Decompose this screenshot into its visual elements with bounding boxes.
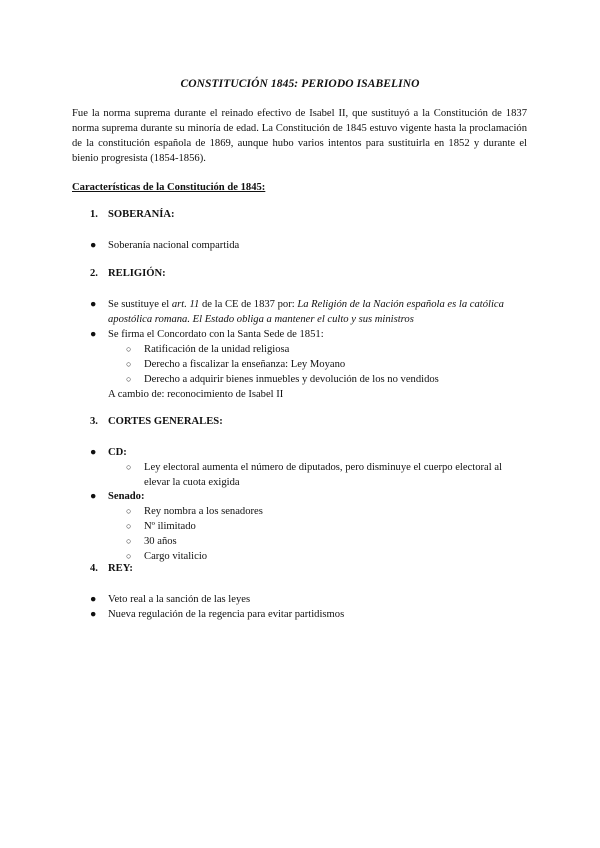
section-label: REY: xyxy=(108,563,133,574)
document-title: CONSTITUCIÓN 1845: PERIODO ISABELINO xyxy=(180,78,420,90)
bullet-icon: ● xyxy=(90,240,97,251)
religion-article-mid: de la CE de 1837 por: xyxy=(202,299,295,310)
religion-article-prefix: Se sustituye el xyxy=(108,299,170,310)
bullet-icon: ● xyxy=(90,447,97,458)
section-label: RELIGIÓN: xyxy=(108,268,166,279)
religion-quote-line1: La Religión de la Nación española es la católica xyxy=(297,299,504,310)
bullet-icon: ● xyxy=(90,609,97,620)
circle-bullet-icon: ○ xyxy=(126,462,132,472)
cd-text-line2: elevar la cuota exigida xyxy=(144,477,240,488)
bullet-icon: ● xyxy=(90,491,97,502)
circle-bullet-icon: ○ xyxy=(126,551,132,561)
circle-bullet-icon: ○ xyxy=(126,359,132,369)
section-number: 3. xyxy=(90,416,98,427)
senado-label: Senado: xyxy=(108,491,145,502)
circle-bullet-icon: ○ xyxy=(126,374,132,384)
section-rey xyxy=(90,563,133,574)
section-number: 4. xyxy=(90,563,98,574)
circle-bullet-icon: ○ xyxy=(126,521,132,531)
list-item-text xyxy=(108,297,530,327)
sub-list-item-text: Derecho a adquirir bienes inmuebles y devolución de los no vendidos xyxy=(144,374,439,385)
circle-bullet-icon: ○ xyxy=(126,536,132,546)
bullet-icon: ● xyxy=(90,299,97,310)
characteristics-heading: Características de la Constitución de 1845: xyxy=(72,182,266,193)
sub-list-item-text xyxy=(144,460,531,490)
sub-list-item-text: 30 años xyxy=(144,536,177,547)
list-item-text: Veto real a la sanción de las leyes xyxy=(108,594,251,605)
religion-quote-line2: apostólica romana. El Estado obliga a mantener el culto y sus ministros xyxy=(108,314,414,325)
sub-list-item-text: Rey nombra a los senadores xyxy=(144,506,263,517)
sub-list-item-text: Nº ilimitado xyxy=(144,521,196,532)
circle-bullet-icon: ○ xyxy=(126,344,132,354)
list-item-text: Soberanía nacional compartida xyxy=(108,240,240,251)
sub-list-item-text: Cargo vitalicio xyxy=(144,551,208,562)
section-label: SOBERANÍA: xyxy=(108,209,175,220)
sub-list-item-text: Ratificación de la unidad religiosa xyxy=(144,344,290,355)
bullet-icon: ● xyxy=(90,329,97,340)
list-item-text xyxy=(108,489,530,504)
sub-list-item-text: Derecho a fiscalizar la enseñanza: Ley Moyano xyxy=(144,359,346,370)
list-item-text xyxy=(108,445,530,460)
bullet-icon: ● xyxy=(90,594,97,605)
section-cortes xyxy=(90,416,223,427)
cd-label: CD: xyxy=(108,447,127,458)
cd-text-line1: Ley electoral aumenta el número de diputados, pero disminuye el cuerpo electoral al xyxy=(144,462,502,473)
section-number: 1. xyxy=(90,209,98,220)
intro-paragraph: Fue la norma suprema durante el reinado efectivo de Isabel II, que sustituyó a la Constitución de 1837 norma suprema durante su minoría de edad. La Constitución de 1845 estuvo vigente hasta la proclamación de la constitución española de 1869, aunque hubo varios intentos para sustituirla en 1852 y durante el bienio progresista (1854-1856). xyxy=(72,108,527,164)
list-item-text: Nueva regulación de la regencia para evitar partidismos xyxy=(108,609,345,620)
section-religion xyxy=(90,268,166,279)
circle-bullet-icon: ○ xyxy=(126,506,132,516)
religion-article-ref: art. 11 xyxy=(171,299,200,310)
concordat-note: A cambio de: reconocimiento de Isabel II xyxy=(108,389,284,400)
list-item-text: Se firma el Concordato con la Santa Sede de 1851: xyxy=(108,329,324,340)
section-soberania xyxy=(90,209,175,220)
section-number: 2. xyxy=(90,268,98,279)
section-label: CORTES GENERALES: xyxy=(108,416,223,427)
